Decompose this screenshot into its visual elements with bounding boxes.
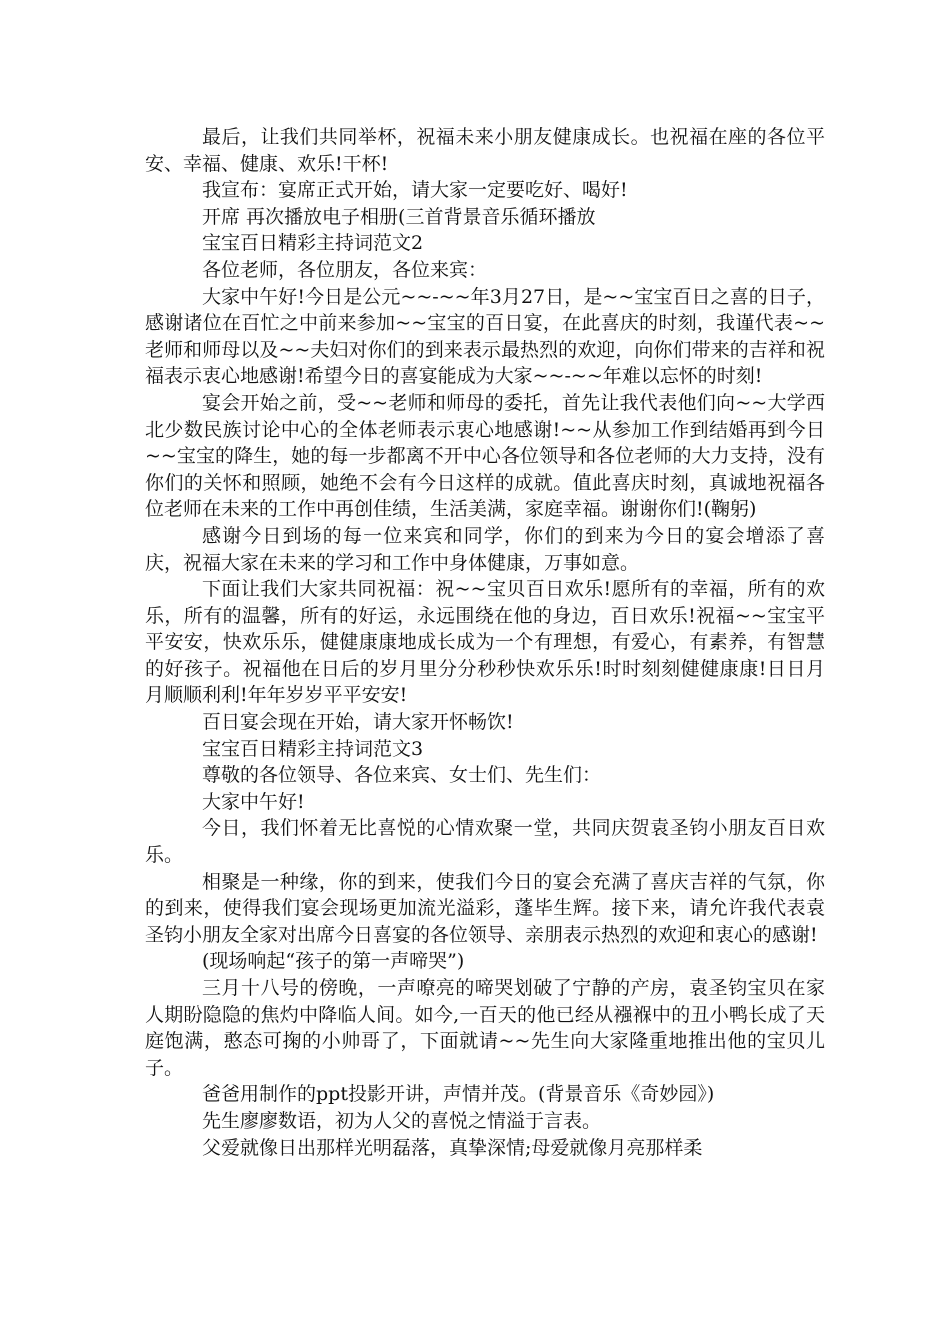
paragraph-blessing: 下面让我们大家共同祝福：祝~~宝贝百日欢乐!愿所有的幸福，所有的欢乐，所有的温馨，所有的好运，永远围绕在他的身边，百日欢乐!祝福~~宝宝平平安安，快欢乐乐，健健康康地成长成为一个有理想，有爱心，有素养，有智慧的好孩子。祝福他在日后的岁月里分分秒秒快欢乐乐!时时刻刻健健康康!日日月月顺顺利利!年年岁岁平平安安! bbox=[145, 578, 825, 707]
paragraph-announcement: 我宣布：宴席正式开始，请大家一定要吃好、喝好! bbox=[202, 179, 628, 202]
paragraph-good-noon: 大家中午好! bbox=[202, 790, 305, 813]
paragraph-greeting: 各位老师，各位朋友，各位来宾： bbox=[202, 258, 488, 281]
paragraph-toast: 最后，让我们共同举杯，祝福未来小朋友健康成长。也祝福在座的各位平安、幸福、健康、欢乐!干杯! bbox=[145, 126, 825, 175]
paragraph-celebrate: 今日，我们怀着无比喜悦的心情欢聚一堂，共同庆贺袁圣钧小朋友百日欢乐。 bbox=[145, 817, 825, 867]
paragraph-stage-direction: (现场响起“孩子的第一声啼哭”) bbox=[202, 950, 465, 973]
paragraph-father-words: 先生廖廖数语，初为人父的喜悦之情溢于言表。 bbox=[202, 1109, 602, 1132]
section-heading-3: 宝宝百日精彩主持词范文3 bbox=[202, 737, 424, 760]
paragraph-opening: 开席 再次播放电子相册(三首背景音乐循环播放 bbox=[202, 205, 596, 228]
paragraph-thanks-guests: 感谢今日到场的每一位来宾和同学，你们的到来为今日的宴会增添了喜庆，祝福大家在未来的学习和工作中身体健康，万事如意。 bbox=[145, 524, 825, 574]
paragraph-parental-love: 父爱就像日出那样光明磊落，真挚深情;母爱就像月亮那样柔 bbox=[202, 1136, 703, 1159]
paragraph-gathering: 相聚是一种缘，你的到来，使我们今日的宴会充满了喜庆吉祥的气氛，你的到来，使得我们宴会现场更加流光溢彩，蓬毕生辉。接下来，请允许我代表袁圣钧小朋友全家对出席今日喜宴的各位领导、亲朋表示热烈的欢迎和衷心的感谢! bbox=[145, 870, 825, 946]
paragraph-thanks-teachers: 宴会开始之前，受~~老师和师母的委托，首先让我代表他们向~~大学西北少数民族讨论中心的全体老师表示衷心地感谢!~~从参加工作到结婚再到今日~~宝宝的降生，她的每一步都离不开中心各位领导和各位老师的大力支持，没有你们的关怀和照顾，她绝不会有今日这样的成就。值此喜庆时刻，真诚地祝福各位老师在未来的工作中再创佳绩，生活美满，家庭幸福。谢谢你们!(鞠躬) bbox=[145, 391, 825, 521]
paragraph-ppt: 爸爸用制作的ppt投影开讲，声情并茂。(背景音乐《奇妙园》) bbox=[202, 1083, 715, 1106]
document-page bbox=[145, 124, 825, 1161]
paragraph-welcome: 大家中午好!今日是公元~~-~~年3月27日，是~~宝宝百日之喜的日子，感谢诸位在百忙之中前来参加~~宝宝的百日宴，在此喜庆的时刻，我谨代表~~老师和师母以及~~夫妇对你们的到来表示最热烈的欢迎，向你们带来的吉祥和祝福表示衷心地感谢!希望今日的喜宴能成为大家~~-~~年难以忘怀的时刻! bbox=[145, 285, 825, 388]
paragraph-banquet-start: 百日宴会现在开始，请大家开怀畅饮! bbox=[202, 711, 514, 734]
paragraph-salutation: 尊敬的各位领导、各位来宾、女士们、先生们： bbox=[202, 764, 602, 787]
section-heading-2: 宝宝百日精彩主持词范文2 bbox=[202, 232, 424, 255]
paragraph-birth-story: 三月十八号的傍晚，一声嘹亮的啼哭划破了宁静的产房，袁圣钧宝贝在家人期盼隐隐的焦灼中降临人间。如今,一百天的他已经从襁褓中的丑小鸭长成了天庭饱满，憨态可掬的小帅哥了，下面就请~~先生向大家隆重地推出他的宝贝儿子。 bbox=[145, 977, 825, 1079]
